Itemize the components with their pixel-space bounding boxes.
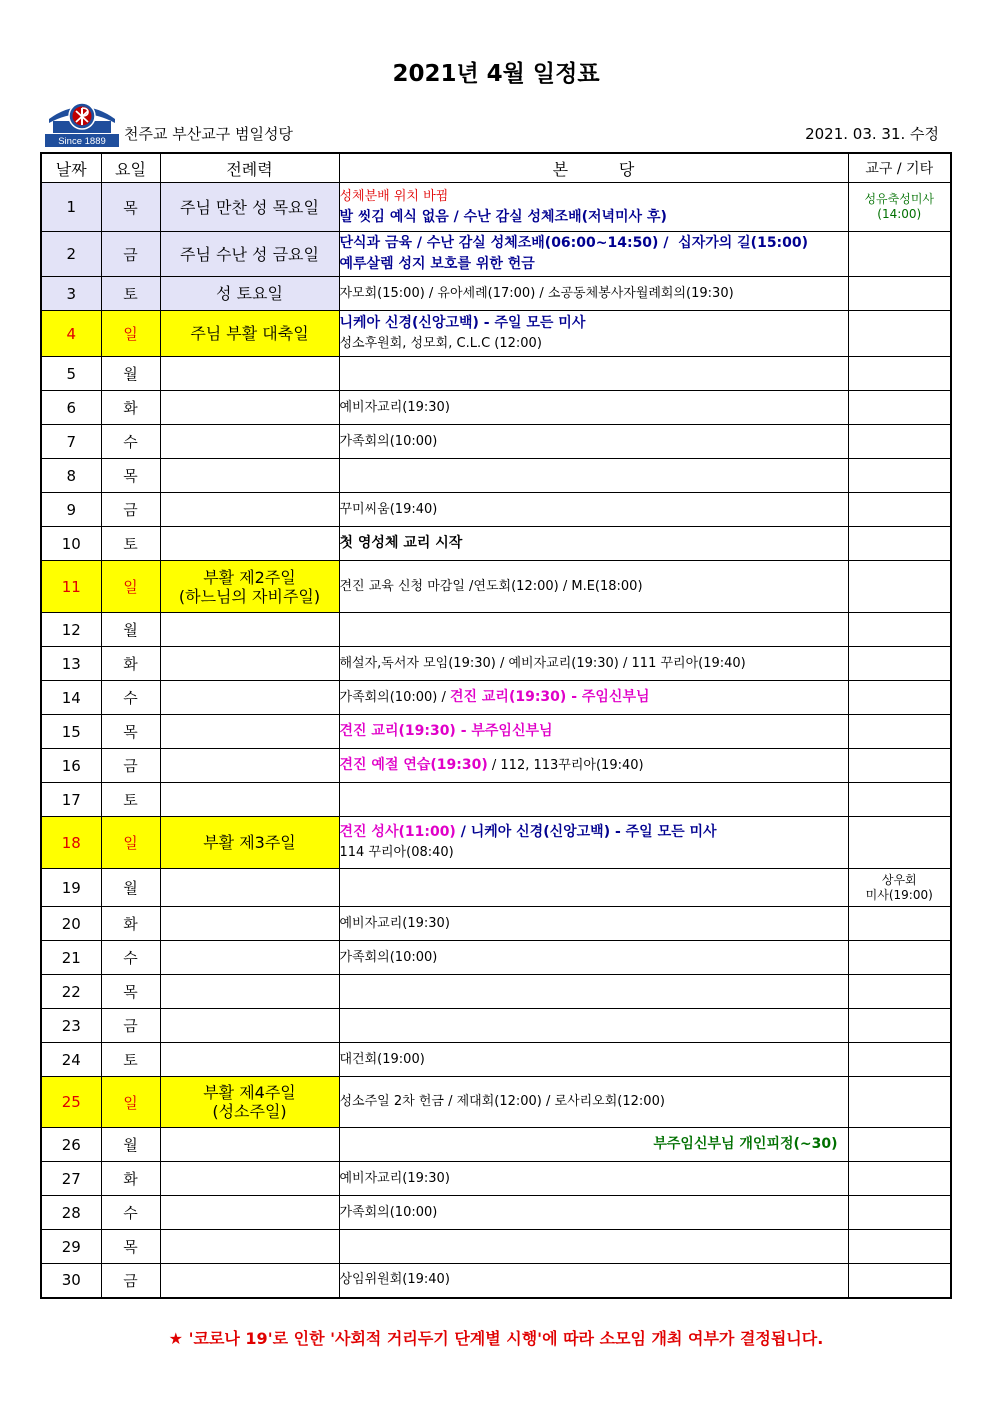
event-line xyxy=(340,533,848,554)
parish-events-cell xyxy=(339,1128,848,1162)
header-liturgy: 전례력 xyxy=(160,153,339,183)
date-cell: 1 xyxy=(41,183,101,232)
date-cell: 26 xyxy=(41,1128,101,1162)
diocese-events-cell xyxy=(848,907,951,941)
parish-events-cell xyxy=(339,1196,848,1230)
footer-notice: ★ '코로나 19'로 인한 '사회적 거리두기 단계별 시행'에 따라 소모임 개최 여부가 결정됩니다. xyxy=(168,1329,824,1348)
liturgy-cell xyxy=(160,311,339,357)
diocese-events-cell xyxy=(848,975,951,1009)
table-row xyxy=(41,681,951,715)
table-row xyxy=(41,425,951,459)
event-line xyxy=(340,334,848,354)
event-text: 예비자교리(19:30) xyxy=(339,1170,450,1186)
diocese-events-cell xyxy=(848,783,951,817)
weekday-cell: 일 xyxy=(101,817,160,869)
event-text: 단식과 금육 / 수난 감실 성체조배(06:00~14:50) / 십자가의 길(15:00) xyxy=(339,235,809,251)
liturgy-cell xyxy=(160,1264,339,1298)
parish-events-cell xyxy=(339,681,848,715)
event-text: 견진 성사(11:00) xyxy=(339,824,456,840)
parish-events-cell xyxy=(339,613,848,647)
liturgy-cell xyxy=(160,527,339,561)
date-cell: 16 xyxy=(41,749,101,783)
table-row xyxy=(41,391,951,425)
weekday-cell: 목 xyxy=(101,459,160,493)
date-cell: 14 xyxy=(41,681,101,715)
liturgy-cell xyxy=(160,183,339,232)
liturgy-cell xyxy=(160,425,339,459)
table-row xyxy=(41,1128,951,1162)
date-cell: 8 xyxy=(41,459,101,493)
date-cell: 9 xyxy=(41,493,101,527)
diocese-events-cell xyxy=(848,613,951,647)
event-line xyxy=(340,1203,848,1223)
event-line xyxy=(340,687,848,708)
table-row xyxy=(41,783,951,817)
weekday-cell: 일 xyxy=(101,1077,160,1128)
event-line xyxy=(340,755,848,776)
header-date: 날짜 xyxy=(41,153,101,183)
diocese-events-cell xyxy=(848,647,951,681)
weekday-cell: 금 xyxy=(101,232,160,277)
weekday-cell: 금 xyxy=(101,1009,160,1043)
parish-events-cell xyxy=(339,357,848,391)
date-cell: 18 xyxy=(41,817,101,869)
weekday-cell: 월 xyxy=(101,613,160,647)
event-line xyxy=(340,233,848,254)
event-text: 견진 예절 연습(19:30) xyxy=(339,757,488,773)
event-line xyxy=(340,398,848,418)
event-text: 견진 교리(19:30) - 부주임신부님 xyxy=(339,723,553,739)
event-text: 상임위원회(19:40) xyxy=(339,1272,450,1288)
date-cell: 2 xyxy=(41,232,101,277)
liturgy-text: 부활 제2주일 (하느님의 자비주일) xyxy=(178,567,321,606)
event-text: 첫 영성체 교리 시작 xyxy=(339,535,463,551)
table-row xyxy=(41,613,951,647)
event-text: 해설자,독서자 모임(19:30) / 예비자교리(19:30) / 111 꾸리아(19:40) xyxy=(339,655,746,671)
diocese-events-cell xyxy=(848,561,951,613)
liturgy-cell xyxy=(160,357,339,391)
date-cell: 3 xyxy=(41,277,101,311)
liturgy-cell xyxy=(160,1128,339,1162)
weekday-cell: 목 xyxy=(101,1230,160,1264)
parish-events-cell xyxy=(339,232,848,277)
event-line xyxy=(340,1134,838,1155)
parish-events-cell xyxy=(339,715,848,749)
event-line xyxy=(340,254,848,275)
liturgy-cell xyxy=(160,493,339,527)
weekday-cell: 수 xyxy=(101,941,160,975)
liturgy-cell xyxy=(160,613,339,647)
diocese-events-cell xyxy=(848,183,951,232)
table-row xyxy=(41,647,951,681)
table-row xyxy=(41,527,951,561)
date-cell: 11 xyxy=(41,561,101,613)
weekday-cell: 일 xyxy=(101,561,160,613)
liturgy-cell xyxy=(160,459,339,493)
weekday-cell: 토 xyxy=(101,783,160,817)
diocese-events-cell xyxy=(848,1264,951,1298)
event-text: 성체분배 위치 바뀜 xyxy=(339,188,449,204)
diocese-events-cell xyxy=(848,817,951,869)
weekday-cell: 월 xyxy=(101,357,160,391)
diocese-events-cell xyxy=(848,1077,951,1128)
diocese-events-cell xyxy=(848,311,951,357)
event-line xyxy=(340,284,848,304)
event-line xyxy=(340,1270,848,1290)
liturgy-cell xyxy=(160,391,339,425)
table-row xyxy=(41,1230,951,1264)
table-row xyxy=(41,311,951,357)
liturgy-cell xyxy=(160,817,339,869)
table-row xyxy=(41,975,951,1009)
header-other: 교구 / 기타 xyxy=(848,153,951,183)
event-line xyxy=(340,500,848,520)
liturgy-text: 성 토요일 xyxy=(216,284,283,303)
liturgy-text: 주님 수난 성 금요일 xyxy=(180,244,319,264)
diocese-events-cell xyxy=(848,1230,951,1264)
event-line xyxy=(340,1169,848,1189)
parish-events-cell xyxy=(339,425,848,459)
diocese-events-cell xyxy=(848,459,951,493)
parish-events-cell xyxy=(339,311,848,357)
liturgy-cell xyxy=(160,232,339,277)
date-cell: 25 xyxy=(41,1077,101,1128)
diocese-events-cell xyxy=(848,527,951,561)
weekday-cell: 일 xyxy=(101,311,160,357)
weekday-cell: 화 xyxy=(101,1162,160,1196)
diocese-events-cell xyxy=(848,493,951,527)
event-line xyxy=(340,313,848,334)
event-line xyxy=(340,843,848,863)
liturgy-cell xyxy=(160,1009,339,1043)
liturgy-cell xyxy=(160,715,339,749)
liturgy-cell xyxy=(160,1162,339,1196)
page-title: 2021년 4월 일정표 xyxy=(392,61,600,87)
event-text: / 니케아 신경(신앙고백) - 주일 모든 미사 xyxy=(455,824,717,840)
parish-events-cell xyxy=(339,783,848,817)
liturgy-cell xyxy=(160,907,339,941)
liturgy-text: 주님 부활 대축일 xyxy=(190,324,309,343)
liturgy-cell xyxy=(160,647,339,681)
event-text: / 112, 113꾸리아(19:40) xyxy=(487,758,644,773)
table-row xyxy=(41,459,951,493)
date-cell: 19 xyxy=(41,869,101,907)
parish-events-cell xyxy=(339,183,848,232)
table-row xyxy=(41,869,951,907)
event-text: 114 꾸리아(08:40) xyxy=(339,845,454,860)
parish-events-cell xyxy=(339,459,848,493)
event-text: 견진 교리(19:30) - 주임신부님 xyxy=(449,689,650,705)
diocese-events-cell xyxy=(848,1128,951,1162)
table-row xyxy=(41,232,951,277)
liturgy-cell xyxy=(160,783,339,817)
diocese-event-text: (14:00) xyxy=(877,207,922,221)
weekday-cell: 토 xyxy=(101,1043,160,1077)
weekday-cell: 화 xyxy=(101,391,160,425)
table-row xyxy=(41,493,951,527)
parish-events-cell xyxy=(339,749,848,783)
event-text: 가족회의(10:00) / xyxy=(339,690,450,705)
diocese-events-cell xyxy=(848,1009,951,1043)
event-line xyxy=(340,207,848,228)
liturgy-cell xyxy=(160,975,339,1009)
table-row xyxy=(41,1264,951,1298)
event-text: 니케아 신경(신앙고백) - 주일 모든 미사 xyxy=(339,315,586,331)
diocese-events-cell xyxy=(848,1196,951,1230)
date-cell: 17 xyxy=(41,783,101,817)
liturgy-cell xyxy=(160,941,339,975)
parish-events-cell xyxy=(339,647,848,681)
liturgy-cell xyxy=(160,277,339,311)
event-text: 가족회의(10:00) xyxy=(339,433,438,449)
date-cell: 28 xyxy=(41,1196,101,1230)
diocese-events-cell xyxy=(848,749,951,783)
event-line xyxy=(340,948,848,968)
weekday-cell: 금 xyxy=(101,749,160,783)
parish-events-cell xyxy=(339,277,848,311)
diocese-event-text: 상우회 xyxy=(881,872,917,887)
schedule-body xyxy=(41,183,951,1298)
event-line xyxy=(340,822,848,843)
table-row xyxy=(41,941,951,975)
event-text: 자모회(15:00) / 유아세례(17:00) / 소공동체봉사자월례회의(19:30) xyxy=(339,285,734,301)
liturgy-cell xyxy=(160,1077,339,1128)
weekday-cell: 수 xyxy=(101,681,160,715)
parish-events-cell xyxy=(339,941,848,975)
parish-events-cell xyxy=(339,1230,848,1264)
weekday-cell: 금 xyxy=(101,1264,160,1298)
date-cell: 12 xyxy=(41,613,101,647)
parish-events-cell xyxy=(339,907,848,941)
event-line xyxy=(340,1092,848,1112)
date-cell: 21 xyxy=(41,941,101,975)
weekday-cell: 목 xyxy=(101,715,160,749)
liturgy-cell xyxy=(160,681,339,715)
event-text: 예루살렘 성지 보호를 위한 헌금 xyxy=(339,256,535,272)
event-text: 견진 교육 신청 마감일 /연도회(12:00) / M.E(18:00) xyxy=(339,578,643,594)
parish-logo xyxy=(45,97,119,147)
event-line xyxy=(340,432,848,452)
event-line xyxy=(340,721,848,742)
parish-events-cell xyxy=(339,975,848,1009)
diocese-event-text: 미사(19:00) xyxy=(865,887,933,902)
date-cell: 23 xyxy=(41,1009,101,1043)
weekday-cell: 목 xyxy=(101,975,160,1009)
diocese-events-cell xyxy=(848,941,951,975)
date-cell: 20 xyxy=(41,907,101,941)
schedule-table xyxy=(40,152,952,1299)
table-row xyxy=(41,183,951,232)
parish-events-cell xyxy=(339,869,848,907)
parish-events-cell xyxy=(339,1264,848,1298)
parish-events-cell xyxy=(339,1077,848,1128)
date-cell: 10 xyxy=(41,527,101,561)
diocese-events-cell xyxy=(848,1043,951,1077)
event-text: 성소주일 2차 헌금 / 제대회(12:00) / 로사리오회(12:00) xyxy=(339,1094,665,1109)
weekday-cell: 월 xyxy=(101,1128,160,1162)
diocese-events-cell xyxy=(848,681,951,715)
table-row xyxy=(41,749,951,783)
weekday-cell: 토 xyxy=(101,277,160,311)
weekday-cell: 수 xyxy=(101,1196,160,1230)
event-text: 발 씻김 예식 없음 / 수난 감실 성체조배(저녁미사 후) xyxy=(339,208,667,225)
diocese-events-cell xyxy=(848,1162,951,1196)
date-cell: 15 xyxy=(41,715,101,749)
date-cell: 13 xyxy=(41,647,101,681)
date-cell: 27 xyxy=(41,1162,101,1196)
event-text: 꾸미씨움(19:40) xyxy=(339,501,438,517)
header-main: 본 당 xyxy=(339,153,848,183)
diocese-events-cell xyxy=(848,869,951,907)
diocese-events-cell xyxy=(848,357,951,391)
diocese-event-text: 성유축성미사 xyxy=(864,192,935,206)
event-text: 대건회(19:00) xyxy=(339,1051,425,1067)
weekday-cell: 월 xyxy=(101,869,160,907)
parish-events-cell xyxy=(339,527,848,561)
table-row xyxy=(41,277,951,311)
weekday-cell: 화 xyxy=(101,647,160,681)
event-text: 예비자교리(19:30) xyxy=(339,915,450,931)
liturgy-cell xyxy=(160,1196,339,1230)
table-row xyxy=(41,817,951,869)
weekday-cell: 목 xyxy=(101,183,160,232)
table-row xyxy=(41,1196,951,1230)
event-text: 부주임신부님 개인피정(~30) xyxy=(653,1136,838,1152)
table-row xyxy=(41,1077,951,1128)
parish-events-cell xyxy=(339,493,848,527)
weekday-cell: 수 xyxy=(101,425,160,459)
liturgy-cell xyxy=(160,869,339,907)
liturgy-text: 주님 만찬 성 목요일 xyxy=(180,197,319,217)
diocese-events-cell xyxy=(848,277,951,311)
header-row xyxy=(41,153,951,183)
event-line xyxy=(340,654,848,674)
revised-date: 2021. 03. 31. 수정 xyxy=(805,125,939,143)
liturgy-cell xyxy=(160,1230,339,1264)
liturgy-text: 부활 제4주일 (성소주일) xyxy=(203,1083,296,1121)
logo-text: Since 1889 xyxy=(58,136,106,147)
liturgy-text: 부활 제3주일 xyxy=(203,833,296,852)
weekday-cell: 금 xyxy=(101,493,160,527)
event-text: 가족회의(10:00) xyxy=(339,1204,438,1220)
table-row xyxy=(41,907,951,941)
table-row xyxy=(41,1043,951,1077)
weekday-cell: 화 xyxy=(101,907,160,941)
event-text: 예비자교리(19:30) xyxy=(339,399,450,415)
date-cell: 30 xyxy=(41,1264,101,1298)
liturgy-cell xyxy=(160,749,339,783)
parish-events-cell xyxy=(339,817,848,869)
parish-events-cell xyxy=(339,1162,848,1196)
liturgy-cell xyxy=(160,1043,339,1077)
parish-events-cell xyxy=(339,561,848,613)
table-row xyxy=(41,357,951,391)
diocese-events-cell xyxy=(848,391,951,425)
date-cell: 7 xyxy=(41,425,101,459)
diocese-events-cell xyxy=(848,232,951,277)
event-text: 가족회의(10:00) xyxy=(339,949,438,965)
table-row xyxy=(41,561,951,613)
diocese-events-cell xyxy=(848,715,951,749)
parish-events-cell xyxy=(339,1043,848,1077)
date-cell: 22 xyxy=(41,975,101,1009)
event-line xyxy=(340,577,848,597)
parish-name: 천주교 부산교구 범일성당 xyxy=(124,125,293,143)
table-row xyxy=(41,1162,951,1196)
parish-events-cell xyxy=(339,1009,848,1043)
date-cell: 29 xyxy=(41,1230,101,1264)
event-line xyxy=(340,1050,848,1070)
date-cell: 5 xyxy=(41,357,101,391)
date-cell: 6 xyxy=(41,391,101,425)
event-line xyxy=(340,914,848,934)
header-dow: 요일 xyxy=(101,153,160,183)
parish-events-cell xyxy=(339,391,848,425)
event-text: 성소후원회, 성모회, C.L.C (12:00) xyxy=(339,336,542,351)
table-row xyxy=(41,1009,951,1043)
event-line xyxy=(340,187,848,207)
liturgy-cell xyxy=(160,561,339,613)
date-cell: 4 xyxy=(41,311,101,357)
weekday-cell: 토 xyxy=(101,527,160,561)
diocese-events-cell xyxy=(848,425,951,459)
date-cell: 24 xyxy=(41,1043,101,1077)
table-row xyxy=(41,715,951,749)
